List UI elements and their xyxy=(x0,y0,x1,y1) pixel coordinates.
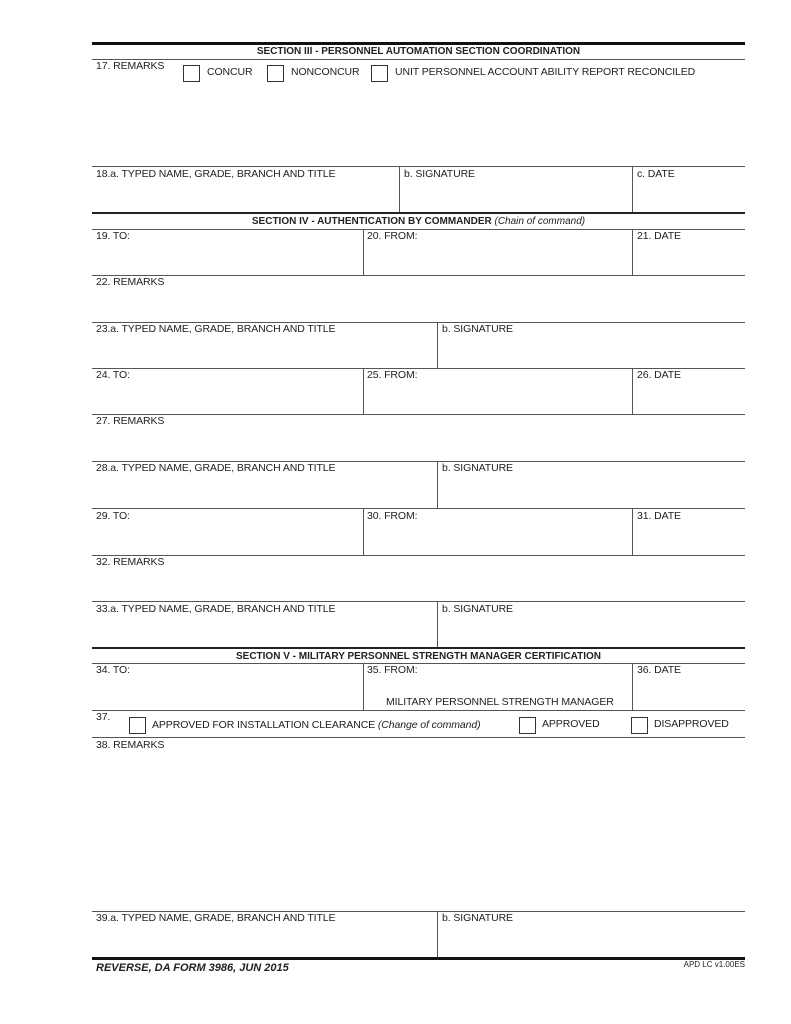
unit-report-checkbox[interactable] xyxy=(371,65,388,82)
rule xyxy=(92,508,745,509)
section-4-title xyxy=(92,216,745,227)
approved-installation-label xyxy=(152,719,480,731)
field-33b-label[interactable]: b. SIGNATURE xyxy=(442,603,513,615)
field-24-label[interactable]: 24. TO: xyxy=(96,369,130,381)
approved-label: APPROVED xyxy=(542,718,600,730)
rule xyxy=(92,414,745,415)
divider xyxy=(437,601,438,648)
version-label: APD LC v1.00ES xyxy=(683,960,745,969)
field-33a-label[interactable]: 33.a. TYPED NAME, GRADE, BRANCH AND TITLE xyxy=(96,603,336,615)
divider xyxy=(632,368,633,414)
field-25-label[interactable]: 25. FROM: xyxy=(367,369,418,381)
field-19-label[interactable]: 19. TO: xyxy=(96,230,130,242)
nonconcur-label: NONCONCUR xyxy=(291,66,360,78)
field-38-label[interactable]: 38. REMARKS xyxy=(96,739,165,751)
section-4-subtitle: (Chain of command) xyxy=(494,216,586,227)
field-21-label[interactable]: 21. DATE xyxy=(637,230,681,242)
rule xyxy=(92,710,745,711)
field-28b-label[interactable]: b. SIGNATURE xyxy=(442,462,513,474)
field-35-sublabel: MILITARY PERSONNEL STRENGTH MANAGER xyxy=(386,696,614,708)
disapproved-checkbox[interactable] xyxy=(631,717,648,734)
field-29-label[interactable]: 29. TO: xyxy=(96,510,130,522)
section-5-title: SECTION V - MILITARY PERSONNEL STRENGTH MANAGER CERTIFICATION xyxy=(235,651,601,662)
divider xyxy=(632,663,633,710)
nonconcur-checkbox[interactable] xyxy=(267,65,284,82)
form-footer: REVERSE, DA FORM 3986, JUN 2015 xyxy=(96,962,289,974)
field-26-label[interactable]: 26. DATE xyxy=(637,369,681,381)
rule xyxy=(92,166,745,167)
divider xyxy=(363,508,364,555)
divider xyxy=(363,229,364,275)
rule xyxy=(92,601,745,602)
field-37-label: 37. xyxy=(96,711,111,723)
field-18b-label[interactable]: b. SIGNATURE xyxy=(404,168,475,180)
field-39b-label[interactable]: b. SIGNATURE xyxy=(442,912,513,924)
section-rule xyxy=(92,212,745,214)
section-3-title: SECTION III - PERSONNEL AUTOMATION SECTION COORDINATION xyxy=(256,46,581,57)
field-27-label[interactable]: 27. REMARKS xyxy=(96,415,165,427)
field-23b-label[interactable]: b. SIGNATURE xyxy=(442,323,513,335)
field-22-label[interactable]: 22. REMARKS xyxy=(96,276,165,288)
divider xyxy=(632,229,633,275)
divider xyxy=(363,663,364,710)
approved-installation-checkbox[interactable] xyxy=(129,717,146,734)
field-36-label[interactable]: 36. DATE xyxy=(637,664,681,676)
field-28a-label[interactable]: 28.a. TYPED NAME, GRADE, BRANCH AND TITLE xyxy=(96,462,336,474)
field-35-label[interactable]: 35. FROM: xyxy=(367,664,418,676)
field-32-label[interactable]: 32. REMARKS xyxy=(96,556,165,568)
divider xyxy=(437,322,438,368)
field-18c-label[interactable]: c. DATE xyxy=(637,168,675,180)
divider xyxy=(437,461,438,508)
section-rule xyxy=(92,647,745,649)
approved-installation-note: (Change of command) xyxy=(377,719,481,731)
concur-label: CONCUR xyxy=(207,66,253,78)
top-rule xyxy=(92,42,745,45)
approved-checkbox[interactable] xyxy=(519,717,536,734)
field-23a-label[interactable]: 23.a. TYPED NAME, GRADE, BRANCH AND TITLE xyxy=(96,323,336,335)
unit-report-label: UNIT PERSONNEL ACCOUNT ABILITY REPORT RECONCILED xyxy=(395,66,696,78)
field-34-label[interactable]: 34. TO: xyxy=(96,664,130,676)
field-18a-label[interactable]: 18.a. TYPED NAME, GRADE, BRANCH AND TITLE xyxy=(96,168,336,180)
field-17-label: 17. REMARKS xyxy=(96,60,165,72)
rule xyxy=(92,737,745,738)
field-30-label[interactable]: 30. FROM: xyxy=(367,510,418,522)
field-20-label[interactable]: 20. FROM: xyxy=(367,230,418,242)
disapproved-label: DISAPPROVED xyxy=(654,718,729,730)
concur-checkbox[interactable] xyxy=(183,65,200,82)
rule xyxy=(92,275,745,276)
bottom-rule xyxy=(92,957,745,960)
divider xyxy=(632,166,633,212)
section-4-title-text: SECTION IV - AUTHENTICATION BY COMMANDER xyxy=(251,216,492,227)
field-31-label[interactable]: 31. DATE xyxy=(637,510,681,522)
divider xyxy=(363,368,364,414)
divider xyxy=(399,166,400,212)
field-39a-label[interactable]: 39.a. TYPED NAME, GRADE, BRANCH AND TITLE xyxy=(96,912,336,924)
rule xyxy=(92,59,745,60)
divider xyxy=(632,508,633,555)
approved-installation-text: APPROVED FOR INSTALLATION CLEARANCE xyxy=(152,719,376,731)
divider xyxy=(437,911,438,957)
rule xyxy=(92,555,745,556)
